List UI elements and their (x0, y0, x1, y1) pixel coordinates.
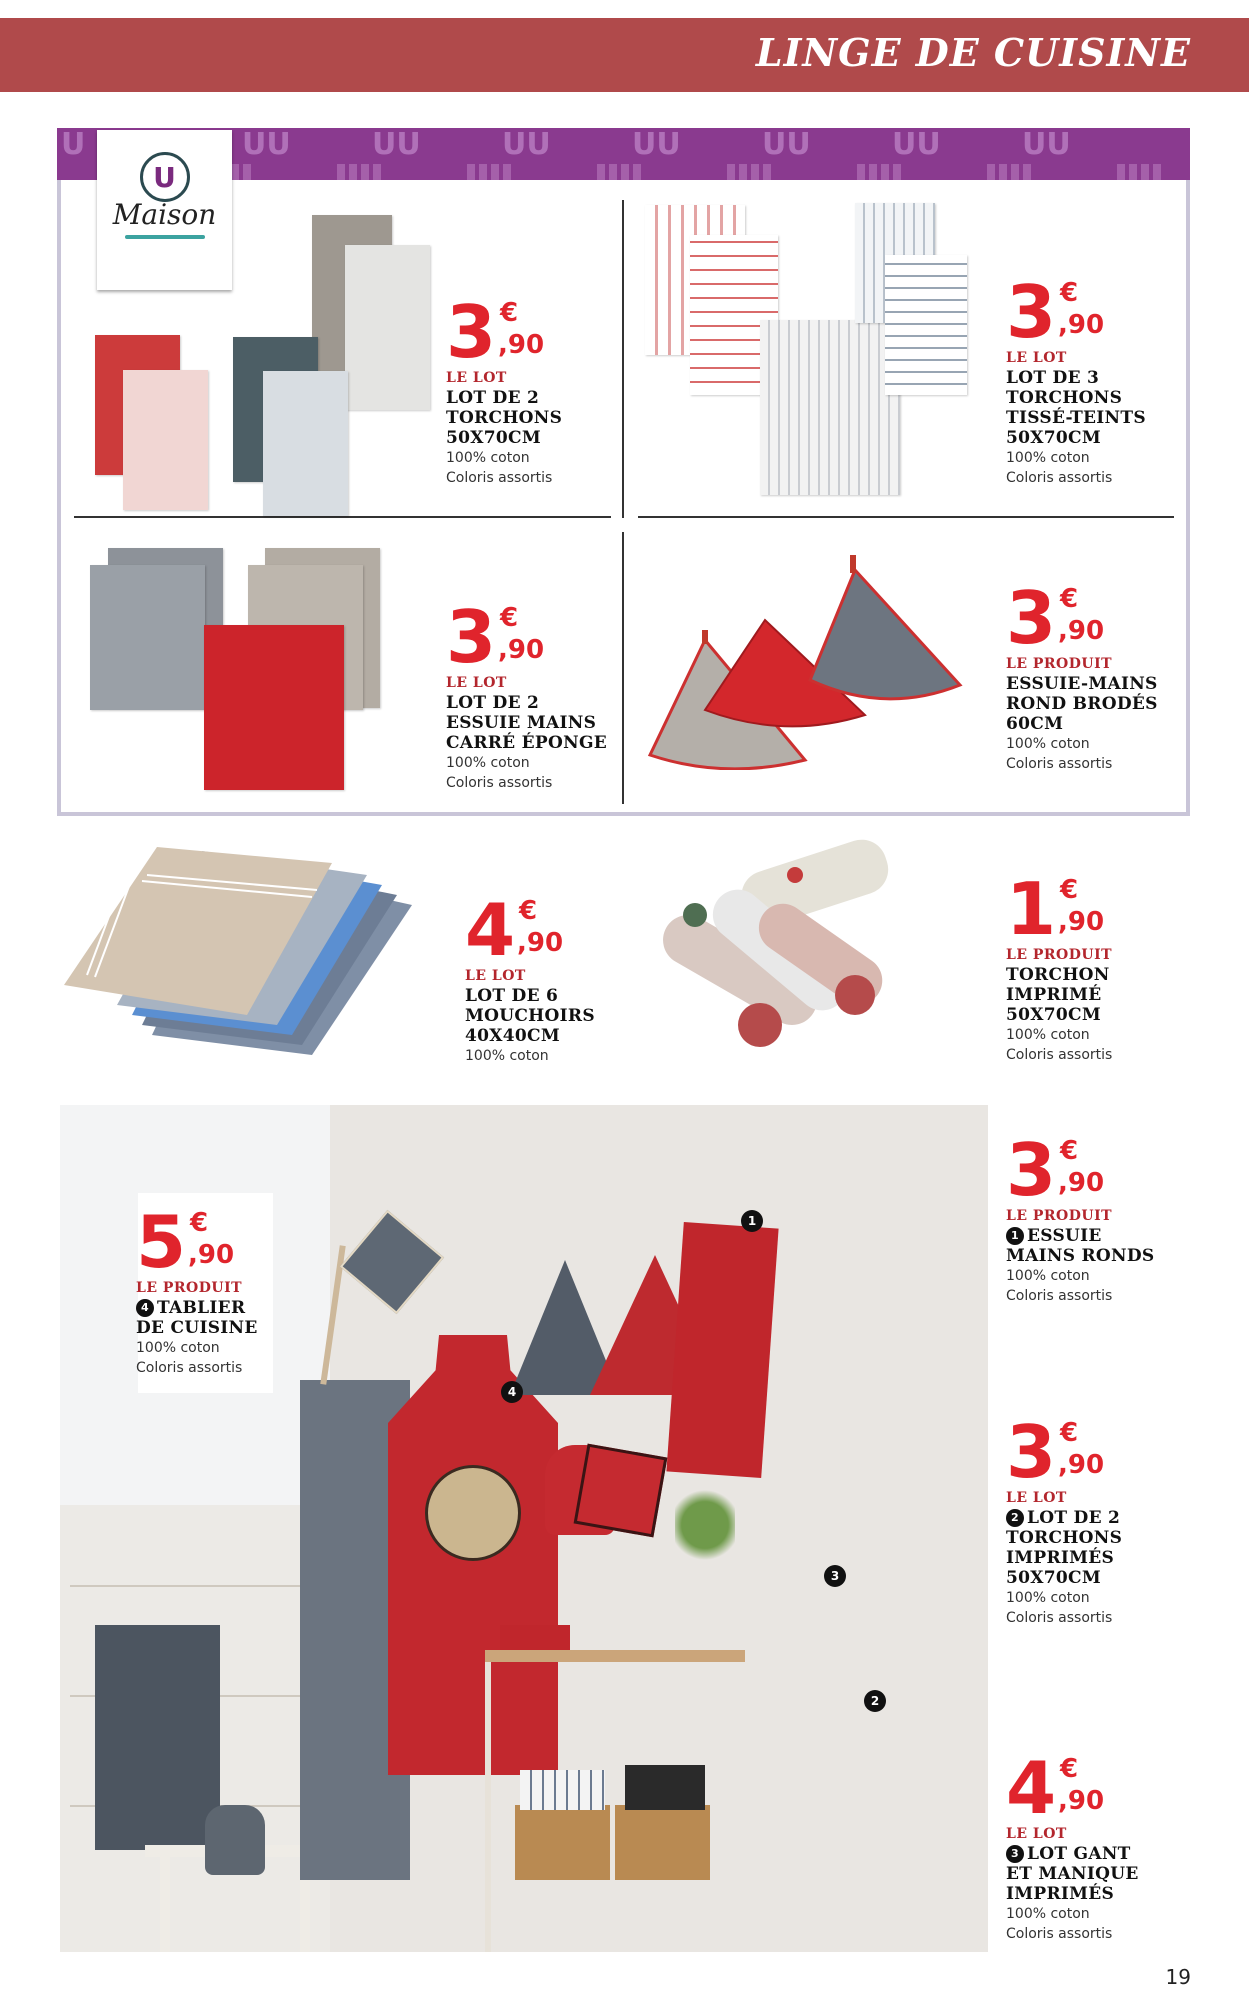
price-unit: LE LOT (1006, 350, 1067, 366)
price-unit: LE LOT (446, 675, 507, 691)
product-name: 1 ESSUIE MAINS RONDS (1006, 1226, 1155, 1266)
offer-umaison-3 (446, 595, 608, 793)
product-name: 4 TABLIER DE CUISINE (136, 1298, 258, 1338)
u-pattern-glyph: UU (892, 128, 941, 162)
pattern-bars (1117, 164, 1161, 180)
product-name: LOT DE 2 ESSUIE MAINS CARRÉ ÉPONGE (446, 693, 608, 753)
price-unit: LE PRODUIT (1006, 1208, 1113, 1224)
apron-wine-badge (425, 1465, 521, 1561)
product-details: 100% coton Coloris assortis (446, 755, 553, 791)
offer-tablier (136, 1200, 258, 1378)
wooden-shelf (485, 1650, 745, 1662)
price-tag: 3 € ,90 (1006, 270, 1105, 354)
fromagerie-towel (95, 1625, 220, 1850)
pattern-bars (597, 164, 641, 180)
red-hanging-towel (666, 1222, 778, 1478)
price-unit: LE PRODUIT (136, 1280, 243, 1296)
offer-umaison-4 (1006, 576, 1158, 774)
red-pot-holder (574, 1444, 668, 1538)
pattern-bars (467, 164, 511, 180)
number-badge: 2 (1006, 1509, 1024, 1527)
product-details: 100% coton Coloris assortis (1006, 1027, 1113, 1063)
product-image-essuie-mains-rond (645, 530, 995, 770)
offer-gant-manique (1006, 1746, 1139, 1944)
plant (675, 1475, 735, 1575)
offer-torchon-imprime (1006, 867, 1113, 1065)
photo-marker-3: 3 (824, 1565, 846, 1587)
price-tag: 3 € ,90 (1006, 1410, 1105, 1494)
price-unit: LE LOT (1006, 1490, 1067, 1506)
price-unit: LE PRODUIT (1006, 656, 1113, 672)
u-pattern-glyph: UU (372, 128, 421, 162)
price-tag: 3 € ,90 (1006, 576, 1105, 660)
grey-oven-mitt (205, 1805, 265, 1875)
black-printed-towels (625, 1765, 705, 1810)
offer-umaison-2 (1006, 270, 1146, 488)
price-tag: 1 € ,90 (1006, 867, 1105, 951)
price-unit: LE LOT (465, 968, 526, 984)
section-header-band (0, 18, 1249, 92)
product-details: 100% coton Coloris assortis (446, 450, 553, 486)
section-title: LINGE DE CUISINE (755, 30, 1191, 75)
product-details: 100% coton Coloris assortis (1006, 736, 1113, 772)
photo-marker-1: 1 (741, 1210, 763, 1232)
price-unit: LE LOT (446, 370, 507, 386)
price-tag: 4 € ,90 (465, 888, 564, 972)
grid-divider (74, 516, 611, 518)
price-tag: 5 € ,90 (136, 1200, 235, 1284)
product-image-torchons-tisse-teints (640, 200, 1000, 500)
offer-torchons-imprimes (1006, 1410, 1123, 1628)
pattern-bars (857, 164, 901, 180)
price-unit: LE LOT (1006, 1826, 1067, 1842)
price-tag: 3 € ,90 (446, 595, 545, 679)
photo-marker-4: 4 (501, 1381, 523, 1403)
product-name: ESSUIE-MAINS ROND BRODÉS 60CM (1006, 674, 1158, 734)
product-details: 100% coton Coloris assortis (1006, 1268, 1113, 1304)
product-details: 100% coton Coloris assortis (1006, 1590, 1113, 1626)
wicker-basket (615, 1805, 710, 1880)
grid-divider (622, 532, 624, 804)
product-details: 100% coton Coloris assortis (136, 1340, 243, 1376)
u-logo-icon: U (140, 152, 190, 202)
number-badge: 4 (136, 1299, 154, 1317)
u-pattern-glyph: U (61, 128, 86, 162)
product-image-mouchoirs (62, 845, 422, 1070)
product-details: 100% coton (465, 1048, 549, 1064)
u-pattern-glyph: UU (242, 128, 291, 162)
price-tag: 3 € ,90 (446, 290, 545, 374)
product-name: 3 LOT GANT ET MANIQUE IMPRIMÉS (1006, 1844, 1139, 1904)
product-image-essuie-mains-carre (88, 540, 438, 795)
product-details: 100% coton Coloris assortis (1006, 1906, 1113, 1942)
offer-umaison-1 (446, 290, 563, 488)
pattern-bars (727, 164, 771, 180)
page-number: 19 (1165, 1965, 1191, 1989)
u-pattern-glyph: UU (632, 128, 681, 162)
grid-divider (638, 516, 1174, 518)
product-name: TORCHON IMPRIMÉ 50X70CM (1006, 965, 1110, 1025)
product-image-torchon-imprime (640, 835, 920, 1065)
checked-towels (520, 1770, 605, 1810)
product-name: LOT DE 2 TORCHONS 50X70CM (446, 388, 563, 448)
u-pattern-glyph: UU (762, 128, 811, 162)
price-tag: 3 € ,90 (1006, 1128, 1105, 1212)
u-pattern-glyph: UU (1022, 128, 1071, 162)
price-unit: LE PRODUIT (1006, 947, 1113, 963)
u-pattern-glyph: UU (502, 128, 551, 162)
grid-divider (622, 200, 624, 518)
product-name: 2 LOT DE 2 TORCHONS IMPRIMÉS 50X70CM (1006, 1508, 1123, 1588)
number-badge: 1 (1006, 1227, 1024, 1245)
pattern-bars (987, 164, 1031, 180)
product-details: 100% coton Coloris assortis (1006, 450, 1113, 486)
number-badge: 3 (1006, 1845, 1024, 1863)
grey-pot-holder (340, 1210, 444, 1314)
product-image-torchons-lot2 (95, 215, 435, 505)
folded-red-towels (500, 1625, 570, 1650)
pattern-bars (337, 164, 381, 180)
logo-wordmark: Maison (112, 198, 217, 231)
photo-marker-2: 2 (864, 1690, 886, 1712)
offer-essuie-mains-ronds (1006, 1128, 1155, 1306)
product-name: LOT DE 6 MOUCHOIRS 40X40CM (465, 986, 595, 1046)
offer-mouchoirs (465, 888, 595, 1066)
wicker-basket (515, 1805, 610, 1880)
price-tag: 4 € ,90 (1006, 1746, 1105, 1830)
product-name: LOT DE 3 TORCHONS TISSÉ-TEINTS 50X70CM (1006, 368, 1146, 448)
